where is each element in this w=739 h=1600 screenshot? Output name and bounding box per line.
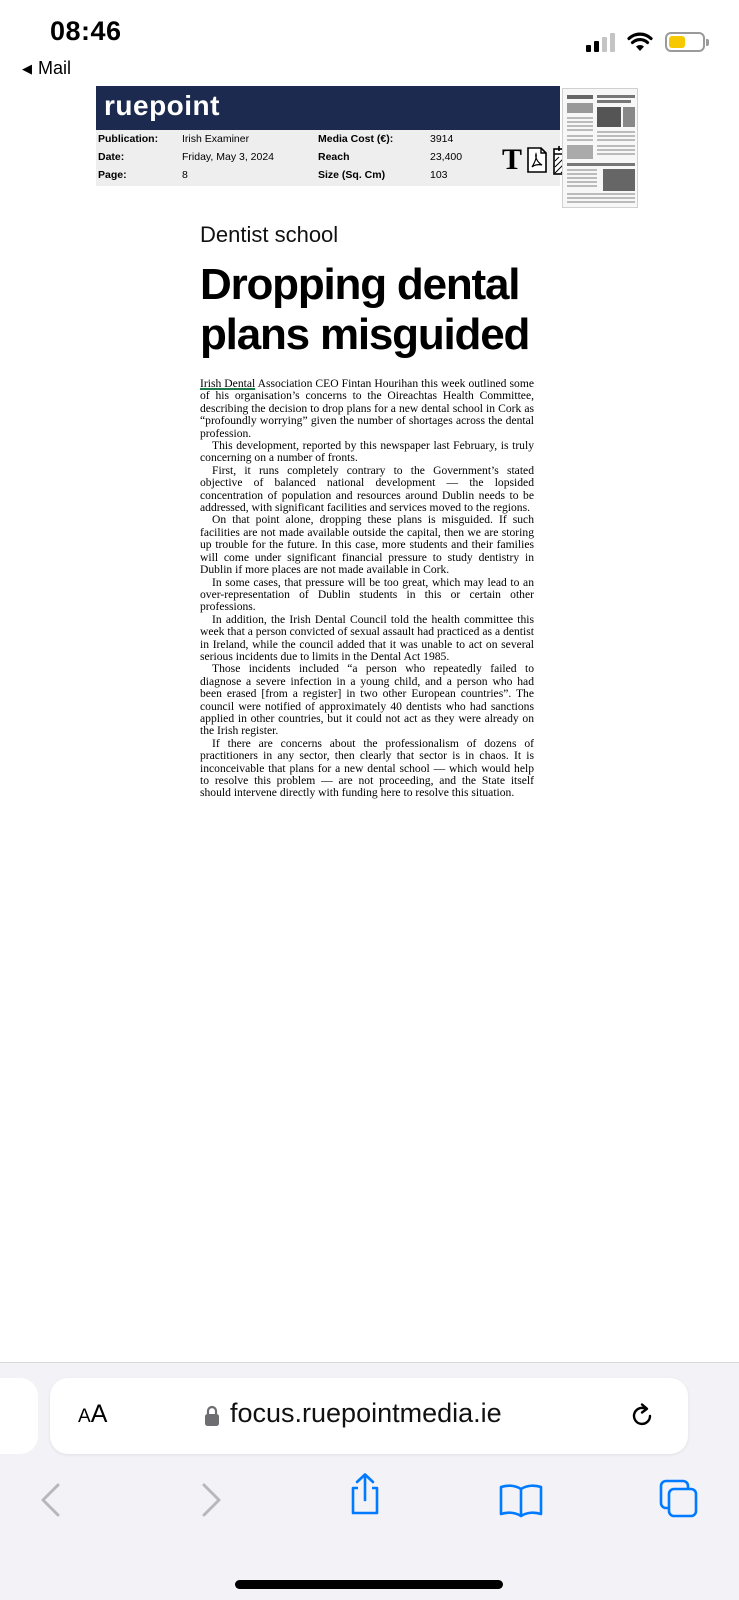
wifi-icon [627, 32, 653, 52]
ruepoint-logo: ruepoint [104, 90, 220, 121]
back-to-mail-button[interactable] [22, 58, 71, 79]
article-paragraph: In some cases, that pressure will be too great, which may lead to an over-representation of Dublin students in this or certain other professions. [200, 575, 534, 614]
url-text[interactable]: focus.ruepointmedia.ie [230, 1398, 502, 1428]
pdf-icon[interactable] [526, 147, 548, 173]
status-indicators [586, 32, 705, 52]
previous-tab-preview[interactable] [0, 1378, 38, 1454]
page-value: 8 [182, 169, 188, 181]
address-bar[interactable] [50, 1378, 688, 1454]
home-indicator [235, 1580, 503, 1589]
article-paragraph: This development, reported by this newspaper last February, is truly concerning on a number of fronts. [200, 439, 534, 465]
battery-icon [665, 32, 705, 52]
article-paragraph: If there are concerns about the professionalism of dozens of practitioners in any sector, then clearly that sector is in chaos. It is inconceivable that plans for a new dental school — which would help to resolve this problem — are not proceeding, and the State itself should intervene directly with funding here to resolve this situation. [200, 736, 534, 800]
media-cost-label: Media Cost (€): [318, 133, 394, 145]
page-label: Page: [98, 169, 127, 181]
cellular-signal-icon [586, 32, 615, 52]
text-icon[interactable]: T [502, 143, 523, 176]
clipping-metadata-table [96, 130, 560, 186]
date-label: Date: [98, 151, 125, 163]
article-paragraph: First, it runs completely contrary to the Government’s stated objective of balanced national development — the lopsided concentration of population and resources around Dublin needs to be addressed, with significant facilities and services moved to the regions. [200, 463, 534, 515]
forward-chevron-icon[interactable] [198, 1482, 224, 1518]
article-headline: Dropping dental plans misguided [200, 260, 530, 359]
article-paragraph: In addition, the Irish Dental Council told the health committee this week that a person convicted of sexual assault had practiced as a dentist in Ireland, while the council added that it was unable to act on several serious incidents due to limits in the Dental Act 1985. [200, 612, 534, 663]
share-icon[interactable] [347, 1472, 383, 1516]
ruepoint-banner [96, 86, 560, 130]
article-paragraph: Irish Dental Association CEO Fintan Hourihan this week outlined some of his organisation’s concerns to the Oireachtas Health Committee, describing the decision to drop plans for a new dental school in Cork as “profoundly worrying” given the number of shortages across the dental profession. [200, 377, 535, 440]
article-paragraph: Those incidents included “a person who repeatedly failed to diagnose a severe infection in a young child, and a person who had been erased [from a register] in two other European countries”. The council were notified of approximately 40 dentists who had sanctions applied in other countries, but it could not act as they were already on the Irish register. [200, 662, 534, 738]
lock-icon [204, 1405, 220, 1427]
bookmarks-icon[interactable] [498, 1482, 544, 1518]
status-time: 08:46 [50, 16, 122, 46]
tabs-icon[interactable] [658, 1478, 700, 1518]
publication-label: Publication: [98, 133, 159, 145]
publication-value: Irish Examiner [182, 133, 250, 145]
article-body [200, 378, 534, 800]
article-kicker: Dentist school [200, 222, 339, 247]
highlighted-phrase: Irish Dental [200, 377, 256, 390]
article [200, 222, 534, 800]
reach-value: 23,400 [430, 151, 463, 163]
media-cost-value: 3914 [430, 133, 454, 145]
back-triangle-icon: ◀ [22, 60, 32, 76]
page-thumbnail[interactable] [562, 88, 638, 208]
size-label: Size (Sq. Cm) [318, 169, 386, 181]
reload-icon[interactable] [628, 1402, 656, 1430]
reach-label: Reach [318, 151, 350, 163]
reader-options-button[interactable]: A A [78, 1400, 108, 1428]
browser-toolbar [0, 1478, 739, 1528]
back-chevron-icon[interactable] [38, 1482, 64, 1518]
date-value: Friday, May 3, 2024 [182, 151, 275, 163]
back-mail-label: Mail [38, 58, 72, 78]
size-value: 103 [430, 169, 448, 181]
article-paragraph: On that point alone, dropping these plans is misguided. If such facilities are not made available outside the capital, then we are storing up trouble for the future. In this case, more students and their families will come under significant financial pressure to study dentistry in Dublin if more places are not made available in Cork. [200, 513, 534, 577]
